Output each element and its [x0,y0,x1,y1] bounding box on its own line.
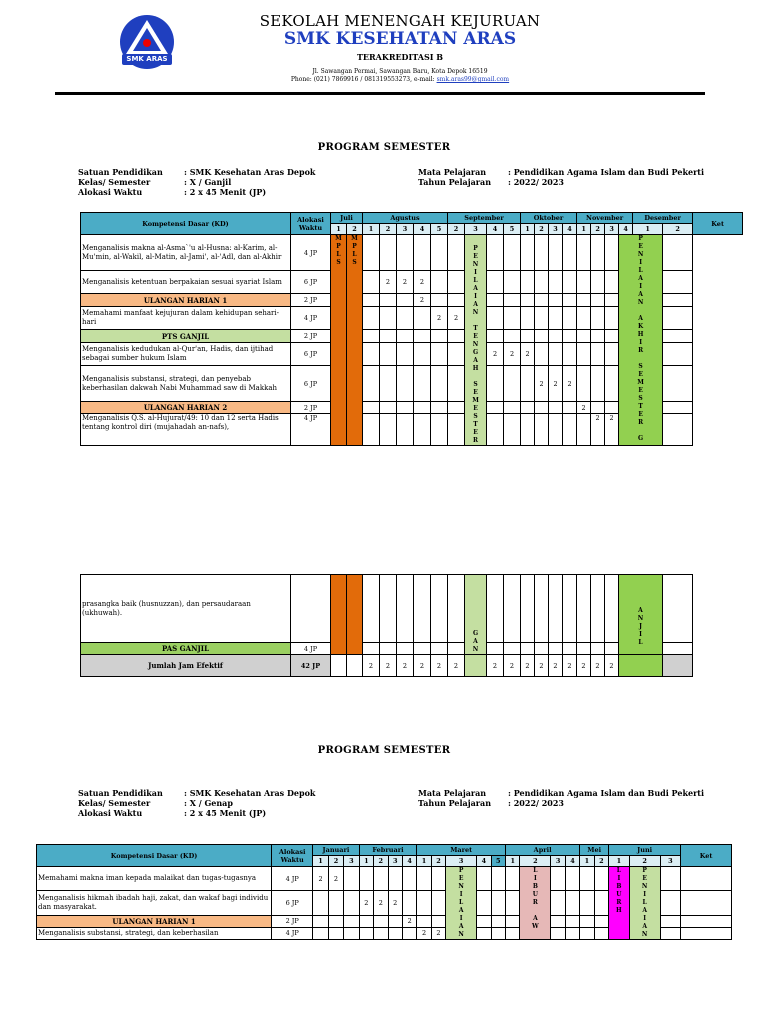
month-april: April [506,845,580,856]
label-mapel: Mata Pelajaran [418,167,487,177]
week-num: 4 [619,224,633,235]
jp-cell: 4 JP [272,927,313,939]
week-num: 1 [577,224,591,235]
week-value: 2 [397,271,414,294]
month-juli: Juli [331,213,363,224]
label-kelas: Kelas/ Semester [78,177,151,187]
pts2-column [446,867,477,940]
value-alokasi: : 2 x 45 Menit (JP) [184,808,267,818]
pts2-vertical-text: P E N I L A I A N [458,867,464,938]
week-num: 3 [605,224,619,235]
pts-continued-text: G A N [472,630,479,653]
jp-cell: 2 JP [291,294,331,307]
week-num: 1 [331,224,347,235]
week-value: 2 [563,366,577,402]
week-num: 3 [660,856,681,867]
week-value: 2 [402,915,416,927]
week-num: 2 [328,856,343,867]
mpls-continued [347,575,363,655]
address-block [240,68,560,84]
pts-vertical-text: P E N I L A I A N T E N G A H S E M E S T E R [472,245,479,444]
mpls-week2 [347,235,363,446]
jp-cell: 4 JP [291,307,331,330]
pas2-vertical-text: P E N I L A I A N [641,867,648,938]
week-num: 4 [565,856,579,867]
header-divider [55,92,705,95]
week-value: 2 [591,655,605,677]
week-num: 5 [431,224,448,235]
week-num: 2 [374,856,388,867]
jp-cell: 6 JP [291,366,331,402]
pas2-column [629,867,660,940]
month-november: November [577,213,633,224]
week-value: 2 [414,294,431,307]
col-ket: Ket [681,845,732,867]
pas-ganjil-label: PAS GANJIL [81,643,291,655]
week-value: 2 [313,867,328,891]
kd-cell: Memahami makna iman kepada malaikat dan tugas-tugasnya [37,867,272,891]
week-num: 5 [491,856,505,867]
value-alokasi: : 2 x 45 Menit (JP) [184,187,267,197]
week-value: 2 [487,655,504,677]
jp-cell: 2 JP [291,330,331,343]
jp-cell: 4 JP [291,414,331,446]
pas-continued [619,575,663,655]
label-alokasi: Alokasi Waktu [78,808,143,818]
uh1-label: ULANGAN HARIAN 1 [81,294,291,307]
value-satuan: : SMK Kesehatan Aras Depok [184,167,316,177]
month-oktober: Oktober [521,213,577,224]
value-kelas: : X / Ganjil [184,177,232,187]
pts-column [465,235,487,446]
week-num: 1 [580,856,594,867]
col-kd: Kompetensi Dasar (KD) [81,213,291,235]
week-value: 2 [431,307,448,330]
kd-cell: Menganalisis ketentuan berpakaian sesuai syariat Islam [81,271,291,294]
section1-title: PROGRAM SEMESTER [317,142,451,153]
week-num: 4 [563,224,577,235]
label-kelas: Kelas/ Semester [78,798,151,808]
week-value: 2 [380,655,397,677]
week-num: 1 [417,856,431,867]
week-value: 2 [431,655,448,677]
jp-cell: 4 JP [291,643,331,655]
week-value: 2 [549,366,563,402]
week-num: 3 [549,224,563,235]
label-satuan: Satuan Pendidikan [78,167,163,177]
week-value: 2 [605,655,619,677]
week-num: 1 [506,856,520,867]
month-september: September [448,213,521,224]
week-num: 4 [414,224,431,235]
address: Jl. Sawangan Permai, Sawangan Baru, Kota Depok 16519 [312,68,488,75]
label-satuan: Satuan Pendidikan [78,788,163,798]
value-mapel: : Pendidikan Agama Islam dan Budi Pekerti [508,788,705,798]
kd-cell: Menganalisis Q.S. al-Hujurat/49: 10 dan 12 serta Hadis tentang kontrol diri (mujahadah an-nafs), [81,414,291,446]
week-value: 2 [535,366,549,402]
col-kd: Kompetensi Dasar (KD) [37,845,272,867]
week-value: 2 [363,655,380,677]
week-num: 2 [535,224,549,235]
label-alokasi: Alokasi Waktu [78,187,143,197]
jp-cell: 4 JP [291,235,331,271]
week-num: 4 [477,856,491,867]
week-value: 2 [577,402,591,414]
semester1-table [80,212,743,446]
week-num: 5 [504,224,521,235]
jp-cell: 2 JP [272,915,313,927]
semester1-table-continued [80,574,743,677]
week-value: 2 [397,655,414,677]
pts-continued [465,575,487,655]
week-value: 2 [380,271,397,294]
week-num: 3 [397,224,414,235]
week-value: 2 [388,891,402,915]
section2-title: PROGRAM SEMESTER [317,745,451,756]
jp-cell: 2 JP [291,402,331,414]
week-value: 2 [563,655,577,677]
month-februari: Februari [359,845,417,856]
section1-info [0,167,768,199]
week-value: 2 [504,655,521,677]
week-value: 2 [448,307,465,330]
pas-vertical-text: P E N I L A I A N A K H I R S E M E S T E R G [637,235,644,442]
week-num: 1 [359,856,373,867]
jp-cell: 6 JP [272,891,313,915]
libur-april-column [520,867,551,940]
week-num: 2 [629,856,660,867]
value-mapel: : Pendidikan Agama Islam dan Budi Pekerti [508,167,705,177]
week-value: 2 [521,343,535,366]
month-januari: Januari [313,845,359,856]
label-tahun: Tahun Pelajaran [418,798,492,808]
kd-cell: Menganalisis substansi, strategi, dan keberhasilan [37,927,272,939]
value-kelas: : X / Genap [184,798,233,808]
kd-cell: Menganalisis hikmah ibadah haji, zakat, dan wakaf bagi individu dan masyarakat. [37,891,272,915]
uh2-label: ULANGAN HARIAN 2 [81,402,291,414]
week-value: 2 [549,655,563,677]
week-value: 2 [431,927,445,939]
week-num: 1 [633,224,663,235]
value-tahun: : 2022/ 2023 [508,177,564,187]
week-num: 3 [388,856,402,867]
mpls-continued [331,575,347,655]
week-value: 2 [374,891,388,915]
jp-cell: 6 JP [291,343,331,366]
week-value: 2 [328,867,343,891]
logo-text: SMK ARAS [126,55,168,63]
week-num: 1 [313,856,328,867]
school-name: SMK KESEHATAN ARAS [283,29,517,49]
col-alokasi: Alokasi Waktu [291,213,331,235]
week-num: 4 [402,856,416,867]
week-num: 2 [663,224,693,235]
section2-info [0,788,768,820]
week-num: 3 [344,856,359,867]
month-agustus: Agustus [363,213,448,224]
school-type: SEKOLAH MENENGAH KEJURUAN [259,12,541,30]
week-num: 3 [446,856,477,867]
kd-cell: Memahami manfaat kejujuran dalam kehidupan sehari-hari [81,307,291,330]
week-value: 2 [414,271,431,294]
month-desember: Desember [633,213,693,224]
week-value: 2 [605,414,619,446]
week-value: 2 [521,655,535,677]
uh1-genap-label: ULANGAN HARIAN 1 [37,915,272,927]
jp-cell: 4 JP [272,867,313,891]
libur-juni-column [609,867,630,940]
value-satuan: : SMK Kesehatan Aras Depok [184,788,316,798]
week-value: 2 [591,414,605,446]
total-jp: 42 JP [291,655,331,677]
week-num: 1 [521,224,535,235]
label-tahun: Tahun Pelajaran [418,177,492,187]
month-mei: Mei [580,845,609,856]
jp-cell: 6 JP [291,271,331,294]
libur-juni-text: L I B U R H [616,867,622,914]
pas-column [619,235,663,446]
week-value: 2 [359,891,373,915]
pas-continued-text: A N J I L [637,606,644,646]
semester2-table [36,844,732,940]
week-num: 1 [363,224,380,235]
month-maret: Maret [417,845,506,856]
email-link[interactable]: smk.aras99@gmail.com [436,76,510,83]
week-value: 2 [448,655,465,677]
week-num: 2 [591,224,605,235]
week-value: 2 [535,655,549,677]
week-value: 2 [504,343,521,366]
week-num: 3 [551,856,565,867]
total-row [81,655,743,677]
libur-april-text: L I B U R A W [532,867,539,930]
week-num: 1 [609,856,630,867]
week-value: 2 [417,927,431,939]
kd-cell: Menganalisis substansi, strategi, dan penyebab keberhasilan dakwah Nabi Muhammad saw di Makkah [81,366,291,402]
week-num: 2 [380,224,397,235]
week-num: 3 [465,224,487,235]
week-value: 2 [487,343,504,366]
school-logo [116,14,178,70]
month-juni: Juni [609,845,681,856]
col-ket: Ket [693,213,743,235]
kd-cell: Menganalisis makna al-Asma`'u al-Husna: al-Karim, al-Mu'min, al-Wakil, al-Matin, al-Jami', al-'Adl, dan al-Akhir [81,235,291,271]
label-mapel: Mata Pelajaran [418,788,487,798]
value-tahun: : 2022/ 2023 [508,798,564,808]
week-num: 2 [594,856,608,867]
week-num: 4 [487,224,504,235]
week-value: 2 [577,655,591,677]
col-alokasi: Alokasi Waktu [272,845,313,867]
pts-ganjil-label: PTS GANJIL [81,330,291,343]
accreditation: TERAKREDITASI B [356,52,444,62]
total-label: Jumlah Jam Efektif [81,655,291,677]
week-num: 2 [431,856,445,867]
kd-continued: prasangka baik (husnuzzan), dan persaudaraan (ukhuwah). [81,575,291,643]
week-value: 2 [414,655,431,677]
kd-cell: Menganalisis kedudukan al-Qur'an, Hadis, dan ijtihad sebagai sumber hukum Islam [81,343,291,366]
week-num: 2 [520,856,551,867]
week-num: 2 [448,224,465,235]
contact: Phone: (021) 7869916 / 081319553273, e-mail: [290,76,437,83]
mpls-text: M P L S [335,235,342,266]
mpls-week1 [331,235,347,446]
week-num: 2 [347,224,363,235]
mpls-text: M P L S [351,235,358,266]
